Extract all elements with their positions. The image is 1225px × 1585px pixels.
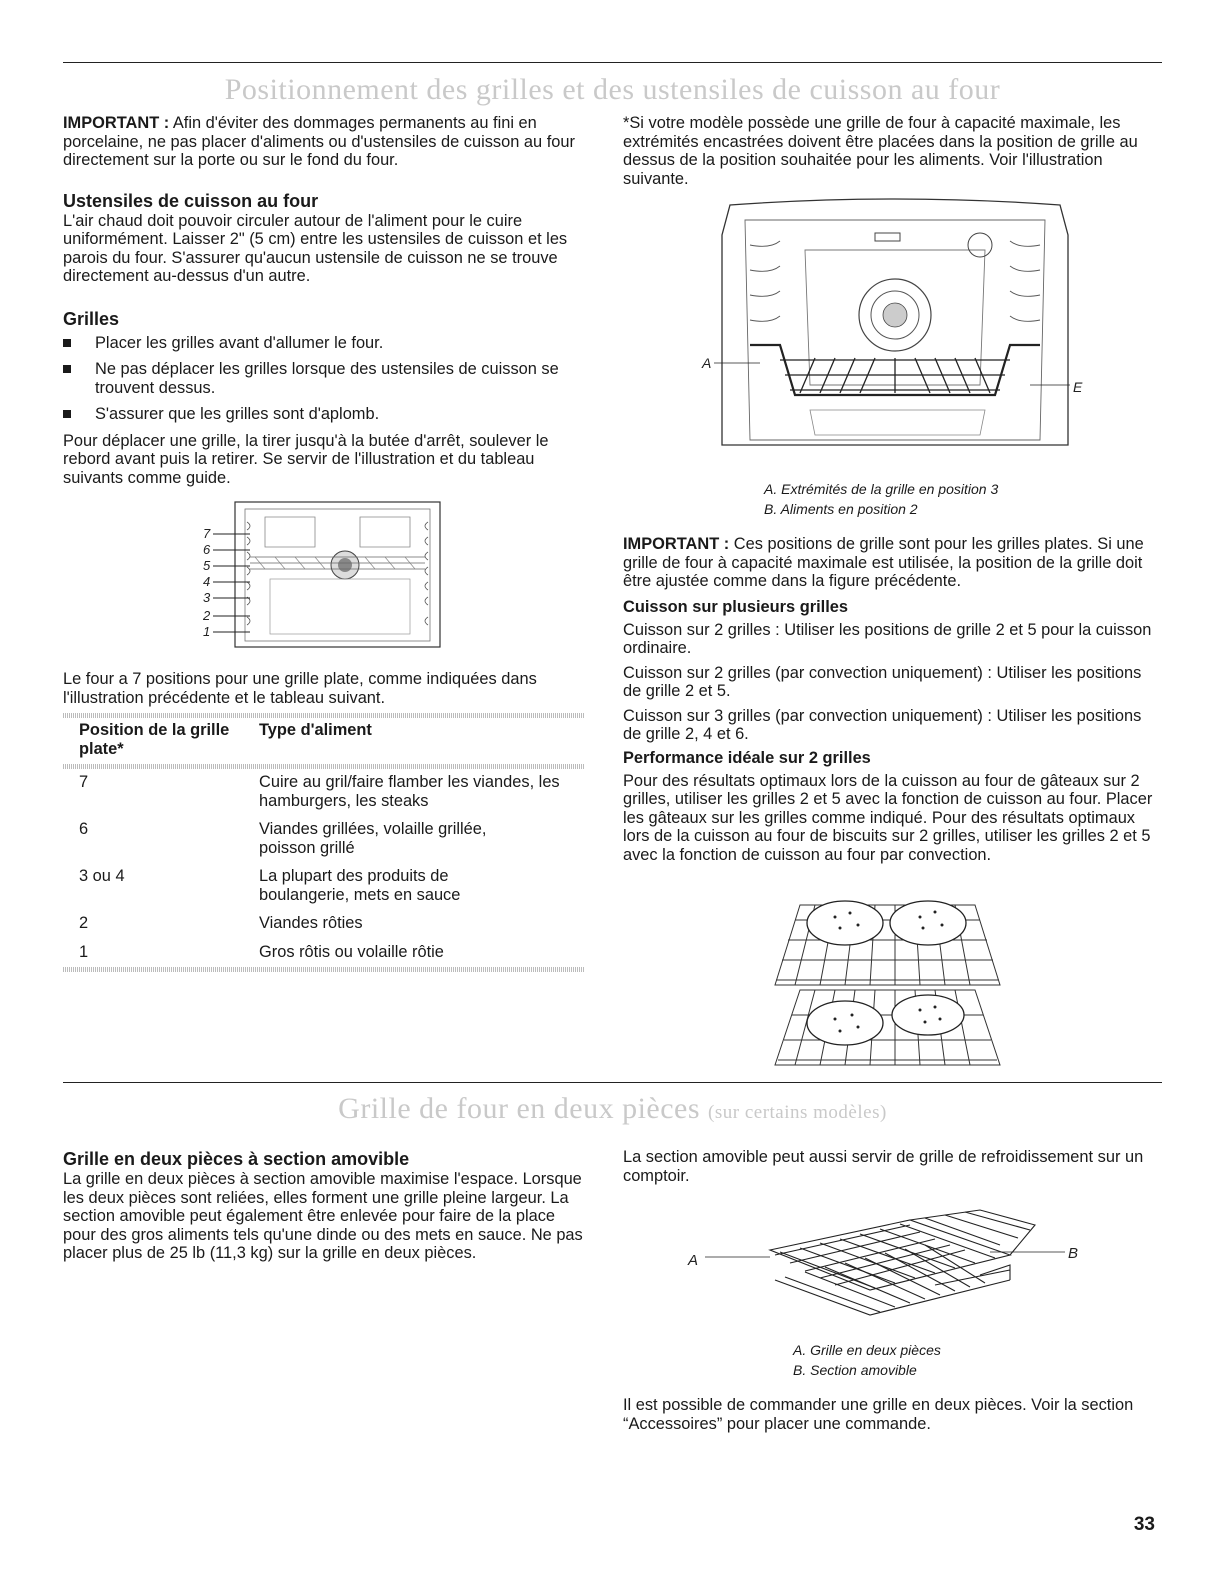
table-header-cell: Type d'aliment: [259, 721, 372, 739]
racks-bullet-list: [63, 334, 588, 424]
order-rack-text: Il est possible de commander une grille en deux pièces. Voir la section “Accessoires” pour placer une commande.: [623, 1396, 1134, 1433]
two-piece-rack-caption: A. Grille en deux pièces B. Section amovible: [793, 1342, 941, 1378]
table-header-cell: Position de la grille plate*: [79, 721, 230, 758]
section-title-rack-positioning: Positionnement des grilles et des ustensiles de cuisson au four: [224, 73, 1001, 106]
figure-caption: A. Extrémités de la grille en position 3 B. Aliments en position 2: [764, 481, 999, 517]
table-header-row: [63, 721, 585, 758]
table-header-border: [63, 764, 585, 769]
table-row: 3 ou 4 La plupart des produits de boulangerie, mets en sauce: [79, 867, 461, 904]
bakeware-heading: Ustensiles de cuisson au four: [63, 190, 319, 211]
top-rule: [63, 62, 1162, 63]
section2-left-column: [63, 1148, 588, 1263]
multi-rack-line: Cuisson sur 2 grilles (par convection uniquement) : Utiliser les positions de grille 2 et 5.: [623, 663, 1142, 700]
multi-rack-line: Cuisson sur 3 grilles (par convection uniquement) : Utiliser les positions de grille 2, 4 et 6.: [623, 706, 1142, 743]
section-rule: [63, 1082, 1162, 1083]
figure-label-a: A: [688, 1252, 699, 1269]
two-piece-rack-illustration: [680, 1205, 1090, 1330]
multi-rack-line: Cuisson sur 2 grilles : Utiliser les positions de grille 2 et 5 pour la cuisson ordinaire.: [623, 620, 1152, 657]
table-row: 2 Viandes rôties: [79, 914, 363, 932]
bullet-icon: [63, 365, 71, 373]
max-capacity-rack-illustration: [700, 195, 1090, 460]
figure-label-b: B: [1068, 1245, 1079, 1262]
table-top-border: [63, 713, 585, 718]
bullet-icon: [63, 410, 71, 418]
ideal-performance-heading: Performance idéale sur 2 grilles: [623, 748, 871, 767]
left-column: [63, 114, 588, 487]
figure-label-a: A: [702, 355, 712, 371]
two-piece-rack-text: La grille en deux pièces à section amovible maximise l'espace. Lorsque les deux pièces sont reliées, elles forment une grille pleine largeur. La section amovible peut également être enlevée pour faire de la place pour des gros aliments tels qu'une dinde ou des mets en sauce. Ne pas placer plus de 25 lb (11,3 kg) sur la grille en deux pièces.: [63, 1170, 583, 1262]
multi-rack-heading: Cuisson sur plusieurs grilles: [623, 597, 848, 616]
cooling-rack-text: La section amovible peut aussi servir de grille de refroidissement sur un comptoir.: [623, 1148, 1144, 1185]
important-note: IMPORTANT : Afin d'éviter des dommages permanents au fini en porcelaine, ne pas placer d'aliments ou d'ustensiles de cuisson au four directement sur la porte ou sur le fond du four.: [63, 114, 575, 169]
maxrack-text: *Si votre modèle possède une grille de four à capacité maximale, les extrémités encastrées doivent être placées dans la position de grille au dessus de la position souhaitée pour les aliments. Voir l'illustration suivante.: [623, 114, 1138, 188]
list-item: S'assurer que les grilles sont d'aplomb.: [63, 405, 588, 424]
rack-position-table: [63, 713, 585, 972]
two-piece-rack-heading: Grille en deux pièces à section amovible: [63, 1149, 410, 1169]
list-item: Ne pas déplacer les grilles lorsque des ustensiles de cuisson se trouvent dessus.: [63, 360, 588, 397]
section-title-two-piece-rack: Grille de four en deux pièces (sur certains modèles): [338, 1092, 887, 1125]
table-bottom-border: [63, 967, 585, 972]
rack-position-label: 5: [203, 558, 211, 573]
racks-move-text: Pour déplacer une grille, la tirer jusqu'à la butée d'arrêt, soulever le rebord avant puis la retirer. Se servir de l'illustration et du tableau suivants comme guide.: [63, 431, 549, 487]
bakeware-text: L'air chaud doit pouvoir circuler autour de l'aliment pour le cuire uniformément. Laisser 2" (5 cm) entre les ustensiles de cuisson et les parois du four. S'assurer qu'aucun ustensile de cuisson ne se trouve directement au-dessus d'un autre.: [63, 211, 568, 285]
figure-label-b: E: [1073, 379, 1083, 395]
list-item: Placer les grilles avant d'allumer le four.: [63, 334, 588, 353]
cakes-on-racks-illustration: [770, 895, 1005, 1070]
table-row: 1 Gros rôtis ou volaille rôtie: [79, 942, 444, 961]
racks-heading: Grilles: [63, 308, 120, 329]
bullet-icon: [63, 339, 71, 347]
important-note-2: IMPORTANT : Ces positions de grille sont pour les grilles plates. Si une grille de four à capacité maximale est utilisée, la position de la grille doit être ajustée comme dans la figure précédente.: [623, 535, 1144, 590]
oven-rack-positions-illustration: [195, 497, 450, 652]
rack-position-label: 2: [203, 608, 211, 623]
rack-position-label: 3: [203, 590, 211, 605]
table-row: 7 Cuire au gril/faire flamber les viandes, les hamburgers, les steaks: [79, 773, 560, 810]
ideal-performance-text: Pour des résultats optimaux lors de la cuisson au four de gâteaux sur 2 grilles, utiliser les grilles 2 et 5 avec la fonction de cuisson au four. Placer les gâteaux sur les grilles comme indiqué. Pour des résultats optimaux lors de la cuisson au four de biscuits sur 2 grilles, utiliser les grilles 2 et 5 avec la fonction de cuisson au four par convection.: [623, 771, 1153, 864]
rack-position-label: 7: [203, 526, 211, 541]
positions-text: Le four a 7 positions pour une grille plate, comme indiquées dans l'illustration précédente et le tableau suivant.: [63, 670, 537, 707]
page-number: 33: [1133, 1514, 1155, 1535]
right-column-lower: [623, 535, 1153, 864]
rack-position-label: 4: [203, 574, 211, 589]
rack-position-label: 6: [203, 542, 211, 557]
rack-position-label: 1: [203, 624, 211, 639]
table-row: 6 Viandes grillées, volaille grillée, poisson grillé: [79, 820, 487, 857]
